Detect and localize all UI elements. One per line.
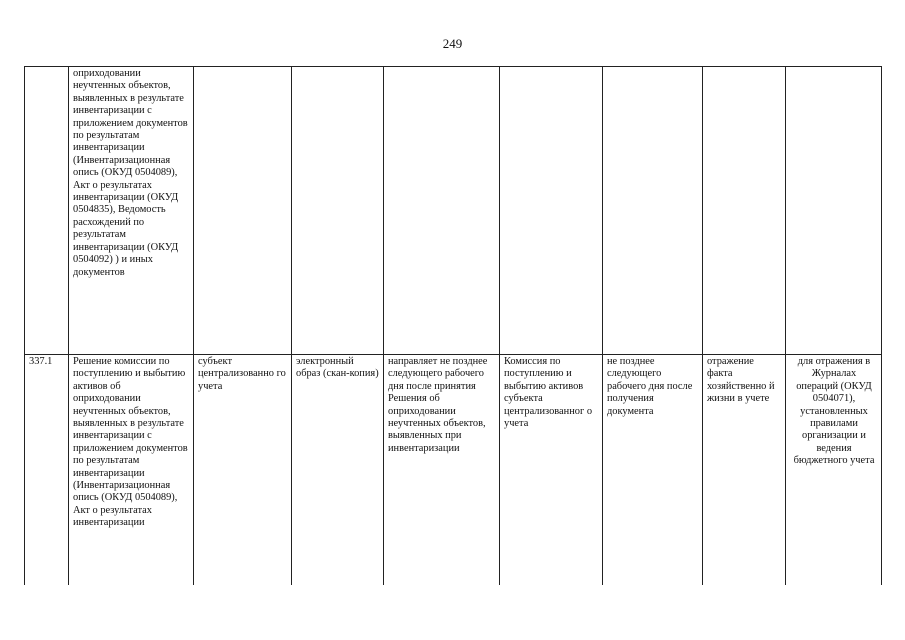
cell-format: электронный образ (скан-копия) (292, 355, 384, 586)
table-row-337-1 (25, 355, 882, 586)
cell-document: Решение комиссии по поступлению и выбытию активов об оприходовании неучтенных объектов, выявленных в результате инвентаризации с приложением документов по результатам инвентаризации (Инвентаризационная опись (ОКУД 0504089), Акт о результатах инвентаризации (69, 355, 194, 586)
cell-purpose: отражение факта хозяйственно й жизни в учете (703, 355, 786, 586)
cell-deadline: направляет не позднее следующего рабочего дня после принятия Решения об оприходовании неучтенных объектов, выявленных при инвентаризации (384, 355, 500, 586)
cell-number: 337.1 (25, 355, 69, 586)
cell-document: оприходовании неучтенных объектов, выявленных в результате инвентаризации с приложением документов по результатам инвентаризации (Инвентаризационная опись (ОКУД 0504089), Акт о результатах инвентаризации (ОКУД 0504835), Ведомость расхождений по результатам инвентаризации (ОКУД 0504092) ) и иных документов (69, 67, 194, 355)
cell-purpose (703, 67, 786, 355)
cell-responsible: субъект централизованно го учета (194, 355, 292, 586)
cell-receive-deadline: не позднее следующего рабочего дня после получения документа (603, 355, 703, 586)
cell-number (25, 67, 69, 355)
cell-recipient: Комиссия по поступлению и выбытию активов субъекта централизованног о учета (500, 355, 603, 586)
cell-deadline (384, 67, 500, 355)
cell-registers: для отражения в Журналах операций (ОКУД 0504071), установленных правилами организации и ведения бюджетного учета (786, 355, 882, 586)
page-number: 249 (442, 36, 463, 51)
table-row-continuation (25, 67, 882, 355)
cell-responsible (194, 67, 292, 355)
cell-receive-deadline (603, 67, 703, 355)
cell-registers (786, 67, 882, 355)
document-table (24, 66, 882, 585)
cell-format (292, 67, 384, 355)
cell-recipient (500, 67, 603, 355)
